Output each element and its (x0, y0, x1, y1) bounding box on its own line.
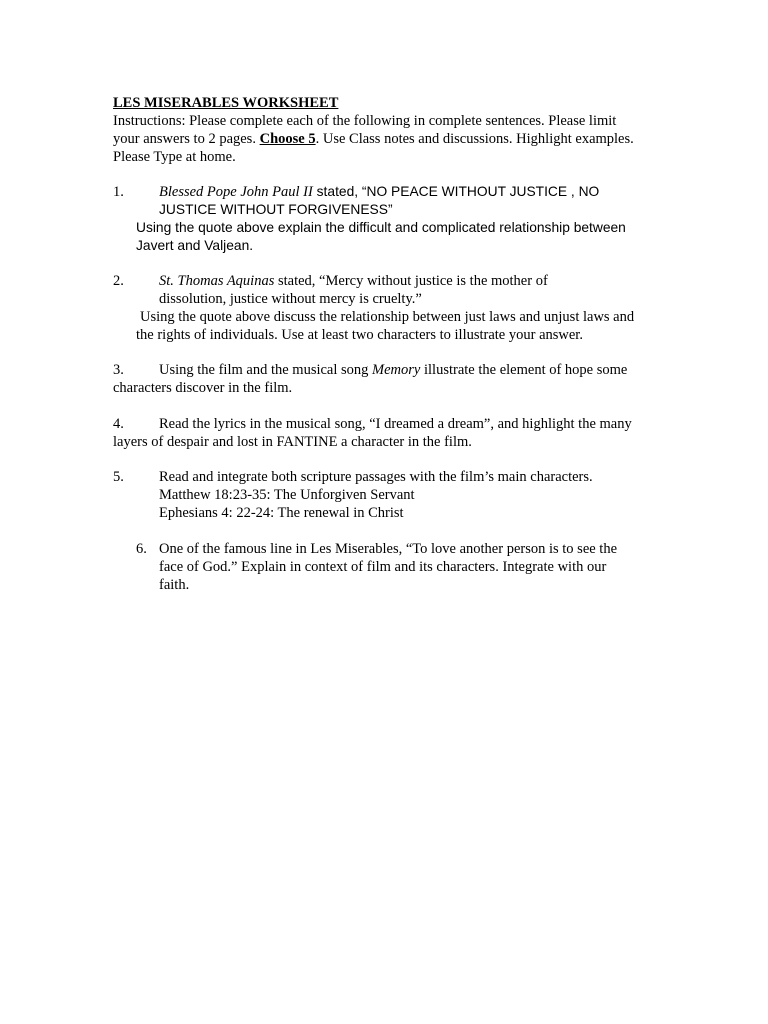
item-2-quote-source: St. Thomas Aquinas (159, 273, 275, 289)
instructions-line-2-pre: your answers to 2 pages. (113, 131, 260, 147)
item-3-line-2: characters discover in the film. (113, 380, 293, 396)
item-3-line-1 (159, 361, 627, 379)
item-1-quote-line-2: JUSTICE WITHOUT FORGIVENESS” (159, 202, 393, 217)
instructions-line-1: Instructions: Please complete each of the following in complete sentences. Please limit (113, 113, 617, 129)
item-1-number: 1. (113, 184, 124, 200)
item-2-task-line-1: Using the quote above discuss the relationship between just laws and unjust laws and (140, 309, 635, 325)
item-3-number: 3. (113, 362, 124, 378)
item-2-number: 2. (113, 273, 124, 289)
item-4-number: 4. (113, 416, 124, 432)
item-1-quote-line-1 (159, 183, 599, 201)
item-6-line-1: One of the famous line in Les Miserables, “To love another person is to see the (159, 541, 618, 557)
item-3-line-1-post: illustrate the element of hope some (420, 362, 628, 378)
item-5-line-1: Read and integrate both scripture passages with the film’s main characters. (159, 469, 593, 485)
item-1-quote-text: stated, “NO PEACE WITHOUT JUSTICE , NO (312, 184, 600, 199)
instructions-line-2 (113, 130, 634, 148)
item-4-line-1: Read the lyrics in the musical song, “I dreamed a dream”, and highlight the many (159, 416, 632, 432)
item-1-quote-source: Blessed Pope John Paul II (159, 184, 313, 200)
worksheet-title: LES MISERABLES WORKSHEET (113, 95, 339, 111)
instructions-line-3: Please Type at home. (113, 149, 236, 165)
instructions-line-2-post: . Use Class notes and discussions. Highlight examples. (315, 131, 634, 147)
item-3-line-1-pre: Using the film and the musical song (159, 362, 373, 378)
item-2-task-line-2: the rights of individuals. Use at least two characters to illustrate your answer. (136, 327, 583, 343)
choose-five-emphasis: Choose 5 (259, 131, 316, 147)
item-5-scripture-matthew: Matthew 18:23-35: The Unforgiven Servant (159, 487, 415, 503)
item-6-line-2: face of God.” Explain in context of film and its characters. Integrate with our (159, 559, 607, 575)
item-5-number: 5. (113, 469, 124, 485)
item-3-song-title: Memory (372, 362, 421, 378)
item-2-quote-line-2: dissolution, justice without mercy is cruelty.” (159, 291, 422, 307)
item-2-quote-line-1 (159, 272, 548, 290)
item-4-line-2: layers of despair and lost in FANTINE a character in the film. (113, 434, 472, 450)
item-2-quote-text: stated, “Mercy without justice is the mother of (274, 273, 548, 289)
item-1-task-line-1: Using the quote above explain the difficult and complicated relationship between (136, 220, 626, 235)
item-5-scripture-ephesians: Ephesians 4: 22-24: The renewal in Christ (159, 505, 404, 521)
item-6-number: 6. (136, 541, 147, 557)
item-1-task-line-2: Javert and Valjean. (136, 238, 254, 253)
item-6-line-3: faith. (159, 577, 190, 593)
